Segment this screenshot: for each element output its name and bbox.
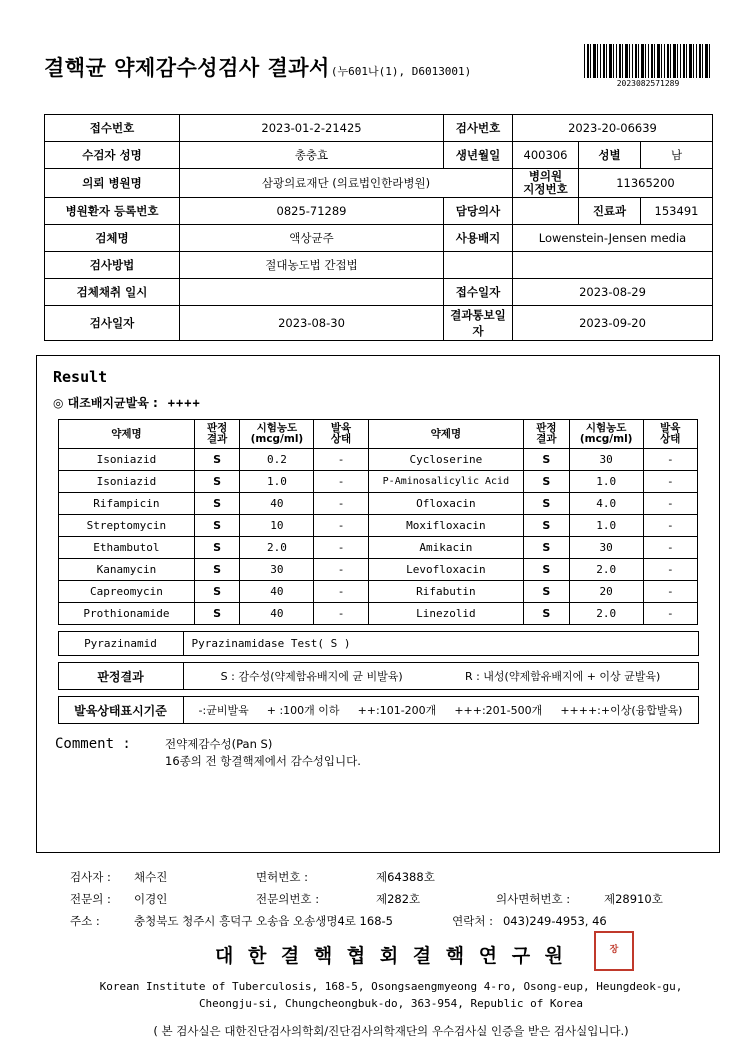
judgement-legend-label: 판정결과 <box>58 663 183 690</box>
th-growth-right <box>643 420 697 449</box>
th-judgement-left-l1: 판정 <box>207 422 228 435</box>
drug-conc: 20 <box>569 581 643 603</box>
drug-growth: - <box>314 449 368 471</box>
drug-result: S <box>194 515 240 537</box>
th-judgement-right-l1: 판정 <box>536 422 557 435</box>
value-sex: 남 <box>641 142 713 169</box>
drug-name: P-Aminosalicylic Acid <box>368 471 523 493</box>
barcode-number: 2023082571289 <box>616 79 680 88</box>
drug-result: S <box>524 603 570 625</box>
judgement-legend-values <box>183 663 698 690</box>
organization-label: 대 한 결 핵 협 회 결 핵 연 구 원 <box>214 944 568 967</box>
drug-name: Levofloxacin <box>368 559 523 581</box>
table-row <box>45 169 713 198</box>
label-hospital: 의뢰 병원명 <box>45 169 180 198</box>
value-department: 153491 <box>641 198 713 225</box>
drug-conc: 40 <box>240 581 314 603</box>
judgement-legend-table <box>58 662 699 690</box>
value-test-date: 2023-08-30 <box>180 306 444 341</box>
drug-name: Cycloserine <box>368 449 523 471</box>
drug-result: S <box>194 603 240 625</box>
th-judgement-left <box>194 420 240 449</box>
label-hospital-code <box>513 169 579 198</box>
table-row <box>59 493 698 515</box>
th-judgement-left-l2: 결과 <box>207 433 228 446</box>
accreditation-note: ( 본 검사실은 대한진단검사의학회/진단검사의학재단의 우수검사실 인증을 받은 검사실입니다.) <box>153 1023 629 1038</box>
value-report-date: 2023-09-20 <box>513 306 713 341</box>
growth-legend-table <box>58 696 699 724</box>
drug-growth: - <box>643 603 697 625</box>
address-english-line1: Korean Institute of Tuberculosis, 168-5, Osongsaengmyeong 4-ro, Osong-eup, Heungdeok-gu, <box>99 979 683 993</box>
table-row <box>45 225 713 252</box>
label-media: 사용배지 <box>444 225 513 252</box>
label-patient-reg-no: 병원환자 등록번호 <box>45 198 180 225</box>
table-row <box>59 559 698 581</box>
label-department: 진료과 <box>579 198 641 225</box>
drug-result: S <box>194 537 240 559</box>
drug-name: Ofloxacin <box>368 493 523 515</box>
drug-name: Capreomycin <box>59 581 195 603</box>
table-row <box>45 142 713 169</box>
examiner-label: 검사자 : <box>70 869 111 884</box>
drug-growth: - <box>643 559 697 581</box>
value-receipt-no: 2023-01-2-21425 <box>180 115 444 142</box>
th-growth-left-l2: 상태 <box>330 433 352 446</box>
label-test-date: 검사일자 <box>45 306 180 341</box>
table-row <box>58 663 698 690</box>
drug-growth: - <box>314 493 368 515</box>
judgement-legend-s: S : 감수성(약제함유배지에 균 비발육) <box>220 670 403 684</box>
table-row <box>45 115 713 142</box>
th-growth-right-l2: 상태 <box>660 433 681 446</box>
th-growth-left <box>314 420 368 449</box>
drug-growth: - <box>314 603 368 625</box>
empty-cell-1 <box>444 252 513 279</box>
table-row <box>45 198 713 225</box>
label-receipt-no: 접수번호 <box>45 115 180 142</box>
label-collection-date: 검체채취 일시 <box>45 279 180 306</box>
value-birth-date: 400306 <box>513 142 579 169</box>
drug-result: S <box>524 559 570 581</box>
value-method: 절대농도법 간접법 <box>180 252 444 279</box>
th-conc-right-l1: 시험농도 <box>585 422 627 435</box>
page-title: 결핵균 약제감수성검사 결과서 <box>44 56 330 80</box>
specialist-no-label: 전문의번호 : <box>256 891 320 906</box>
drug-result: S <box>194 581 240 603</box>
judgement-legend-r: R : 내성(약제함유배지에 + 이상 균발육) <box>464 670 661 684</box>
control-growth-label: ◎ 대조배지균발육 : <box>53 396 158 411</box>
comment-line-0: 전약제감수성(Pan S) <box>165 737 273 752</box>
result-section <box>36 355 720 852</box>
growth-legend-item-3: +++:201-500개 <box>454 704 543 718</box>
th-conc-left-l1: 시험농도 <box>256 422 298 435</box>
pyrazinamid-value: Pyrazinamidase Test( S ) <box>183 632 698 656</box>
drug-conc: 30 <box>569 449 643 471</box>
drug-name: Rifampicin <box>59 493 195 515</box>
drug-result: S <box>194 471 240 493</box>
th-conc-left <box>240 420 314 449</box>
drug-conc: 30 <box>240 559 314 581</box>
official-stamp: 장 <box>594 931 634 971</box>
table-row <box>45 252 713 279</box>
value-hospital: 삼광의료재단 (의료법인한라병원) <box>180 169 513 198</box>
barcode-image <box>584 44 712 78</box>
drug-conc: 40 <box>240 603 314 625</box>
drug-name: Ethambutol <box>59 537 195 559</box>
license-value: 제64388호 <box>376 869 435 884</box>
label-receipt-date: 접수일자 <box>444 279 513 306</box>
contact-label: 연락처 : <box>452 913 493 928</box>
comment-spacer <box>49 770 707 840</box>
comment-text <box>165 736 361 769</box>
label-hospital-code-line2: 지정번호 <box>523 182 568 197</box>
drug-name: Isoniazid <box>59 471 195 493</box>
drug-conc: 2.0 <box>240 537 314 559</box>
result-title: Result <box>53 368 108 387</box>
address-english <box>70 978 712 1013</box>
th-conc-left-l2: (mcg/ml) <box>250 433 304 446</box>
th-conc-right-l2: (mcg/ml) <box>579 433 633 446</box>
drug-result: S <box>194 449 240 471</box>
drug-growth: - <box>643 515 697 537</box>
drug-result: S <box>524 471 570 493</box>
growth-legend-label: 발육상태표시기준 <box>58 697 183 724</box>
label-hospital-code-line1: 병의원 <box>528 169 563 183</box>
th-growth-left-l1: 발육 <box>330 422 352 435</box>
label-method: 검사방법 <box>45 252 180 279</box>
table-row <box>59 537 698 559</box>
th-judgement-right-l2: 결과 <box>536 433 557 446</box>
pyrazinamid-table <box>58 631 699 656</box>
drug-result: S <box>524 515 570 537</box>
value-collection-date <box>180 279 444 306</box>
table-row <box>59 515 698 537</box>
empty-cell-2 <box>513 252 713 279</box>
drug-name: Linezolid <box>368 603 523 625</box>
comment-section <box>55 736 707 769</box>
table-row <box>58 632 698 656</box>
comment-line-1: 16종의 전 항결핵제에서 감수성입니다. <box>165 754 361 769</box>
label-doctor: 담당의사 <box>444 198 513 225</box>
address-row <box>70 913 712 929</box>
comment-label: Comment : <box>55 736 131 753</box>
table-row <box>59 471 698 493</box>
label-sex: 성별 <box>579 142 641 169</box>
label-report-date: 결과통보일자 <box>444 306 513 341</box>
value-specimen: 액상균주 <box>180 225 444 252</box>
growth-legend-item-1: + :100개 이하 <box>266 704 340 718</box>
drug-growth: - <box>314 537 368 559</box>
drug-conc: 1.0 <box>569 471 643 493</box>
control-growth-line <box>53 394 707 411</box>
drug-growth: - <box>643 581 697 603</box>
label-birth-date: 생년월일 <box>444 142 513 169</box>
drug-result: S <box>524 493 570 515</box>
drug-growth: - <box>643 449 697 471</box>
value-test-no: 2023-20-06639 <box>513 115 713 142</box>
specialist-value: 이경인 <box>134 891 168 906</box>
value-patient-reg-no: 0825-71289 <box>180 198 444 225</box>
drug-growth: - <box>314 471 368 493</box>
drug-conc: 1.0 <box>240 471 314 493</box>
specialist-row <box>70 891 712 907</box>
growth-legend-values <box>183 697 698 724</box>
label-specimen: 검체명 <box>45 225 180 252</box>
drug-conc: 2.0 <box>569 603 643 625</box>
license-label: 면허번호 : <box>256 869 308 884</box>
table-row <box>45 279 713 306</box>
doctor-license-label: 의사면허번호 : <box>496 891 571 906</box>
pyrazinamid-name: Pyrazinamid <box>58 632 183 656</box>
barcode <box>584 44 712 88</box>
drug-conc: 4.0 <box>569 493 643 515</box>
doctor-license-value: 제28910호 <box>604 891 663 906</box>
drug-result: S <box>524 537 570 559</box>
organization-name <box>70 941 712 968</box>
drug-name: Moxifloxacin <box>368 515 523 537</box>
drug-result: S <box>524 581 570 603</box>
drug-growth: - <box>314 515 368 537</box>
th-judgement-right <box>524 420 570 449</box>
growth-legend-item-4: ++++:+이상(융합발육) <box>560 704 683 718</box>
table-row <box>58 697 698 724</box>
examiner-row <box>70 869 712 885</box>
examiner-value: 채수진 <box>134 869 168 884</box>
patient-info-table <box>44 114 713 341</box>
table-row <box>59 449 698 471</box>
drug-growth: - <box>643 471 697 493</box>
th-growth-right-l1: 발육 <box>660 422 681 435</box>
drug-growth: - <box>643 493 697 515</box>
document-header <box>44 0 712 108</box>
drug-name: Streptomycin <box>59 515 195 537</box>
address-label: 주소 : <box>70 913 100 928</box>
drug-name: Isoniazid <box>59 449 195 471</box>
address-value: 충청북도 청주시 흥덕구 오송읍 오송생명4로 168-5 <box>134 913 393 928</box>
drug-result: S <box>194 493 240 515</box>
value-patient-name: 총충효 <box>180 142 444 169</box>
label-patient-name: 수검자 성명 <box>45 142 180 169</box>
drug-conc: 0.2 <box>240 449 314 471</box>
table-row <box>59 603 698 625</box>
drug-name: Rifabutin <box>368 581 523 603</box>
table-row <box>59 581 698 603</box>
drug-growth: - <box>314 581 368 603</box>
drug-conc: 40 <box>240 493 314 515</box>
drug-name: Amikacin <box>368 537 523 559</box>
drug-name: Prothionamide <box>59 603 195 625</box>
table-header-row <box>59 420 698 449</box>
drug-conc: 30 <box>569 537 643 559</box>
growth-legend-item-0: -:균비발육 <box>198 704 249 718</box>
value-doctor <box>513 198 579 225</box>
specialist-label: 전문의 : <box>70 891 111 906</box>
drug-conc: 2.0 <box>569 559 643 581</box>
contact-value: 043)249-4953, 46 <box>502 913 607 928</box>
drug-conc: 1.0 <box>569 515 643 537</box>
value-hospital-code: 11365200 <box>579 169 713 198</box>
address-english-line2: Cheongju-si, Chungcheongbuk-do, 363-954, Republic of Korea <box>198 997 584 1011</box>
value-media: Lowenstein-Jensen media <box>513 225 713 252</box>
th-drug-left: 약제명 <box>59 420 195 449</box>
drug-conc: 10 <box>240 515 314 537</box>
drug-susceptibility-table <box>58 419 698 625</box>
drug-name: Kanamycin <box>59 559 195 581</box>
page-title-code: (누601나(1), D6013001) <box>330 65 472 78</box>
th-drug-right: 약제명 <box>368 420 523 449</box>
document-footer <box>70 869 712 1039</box>
value-receipt-date: 2023-08-29 <box>513 279 713 306</box>
growth-legend-item-2: ++:101-200개 <box>357 704 437 718</box>
drug-growth: - <box>643 537 697 559</box>
specialist-no-value: 제282호 <box>376 891 421 906</box>
drug-result: S <box>524 449 570 471</box>
table-row <box>45 306 713 341</box>
control-growth-value: ++++ <box>167 396 201 411</box>
th-conc-right <box>569 420 643 449</box>
label-test-no: 검사번호 <box>444 115 513 142</box>
drug-result: S <box>194 559 240 581</box>
drug-growth: - <box>314 559 368 581</box>
